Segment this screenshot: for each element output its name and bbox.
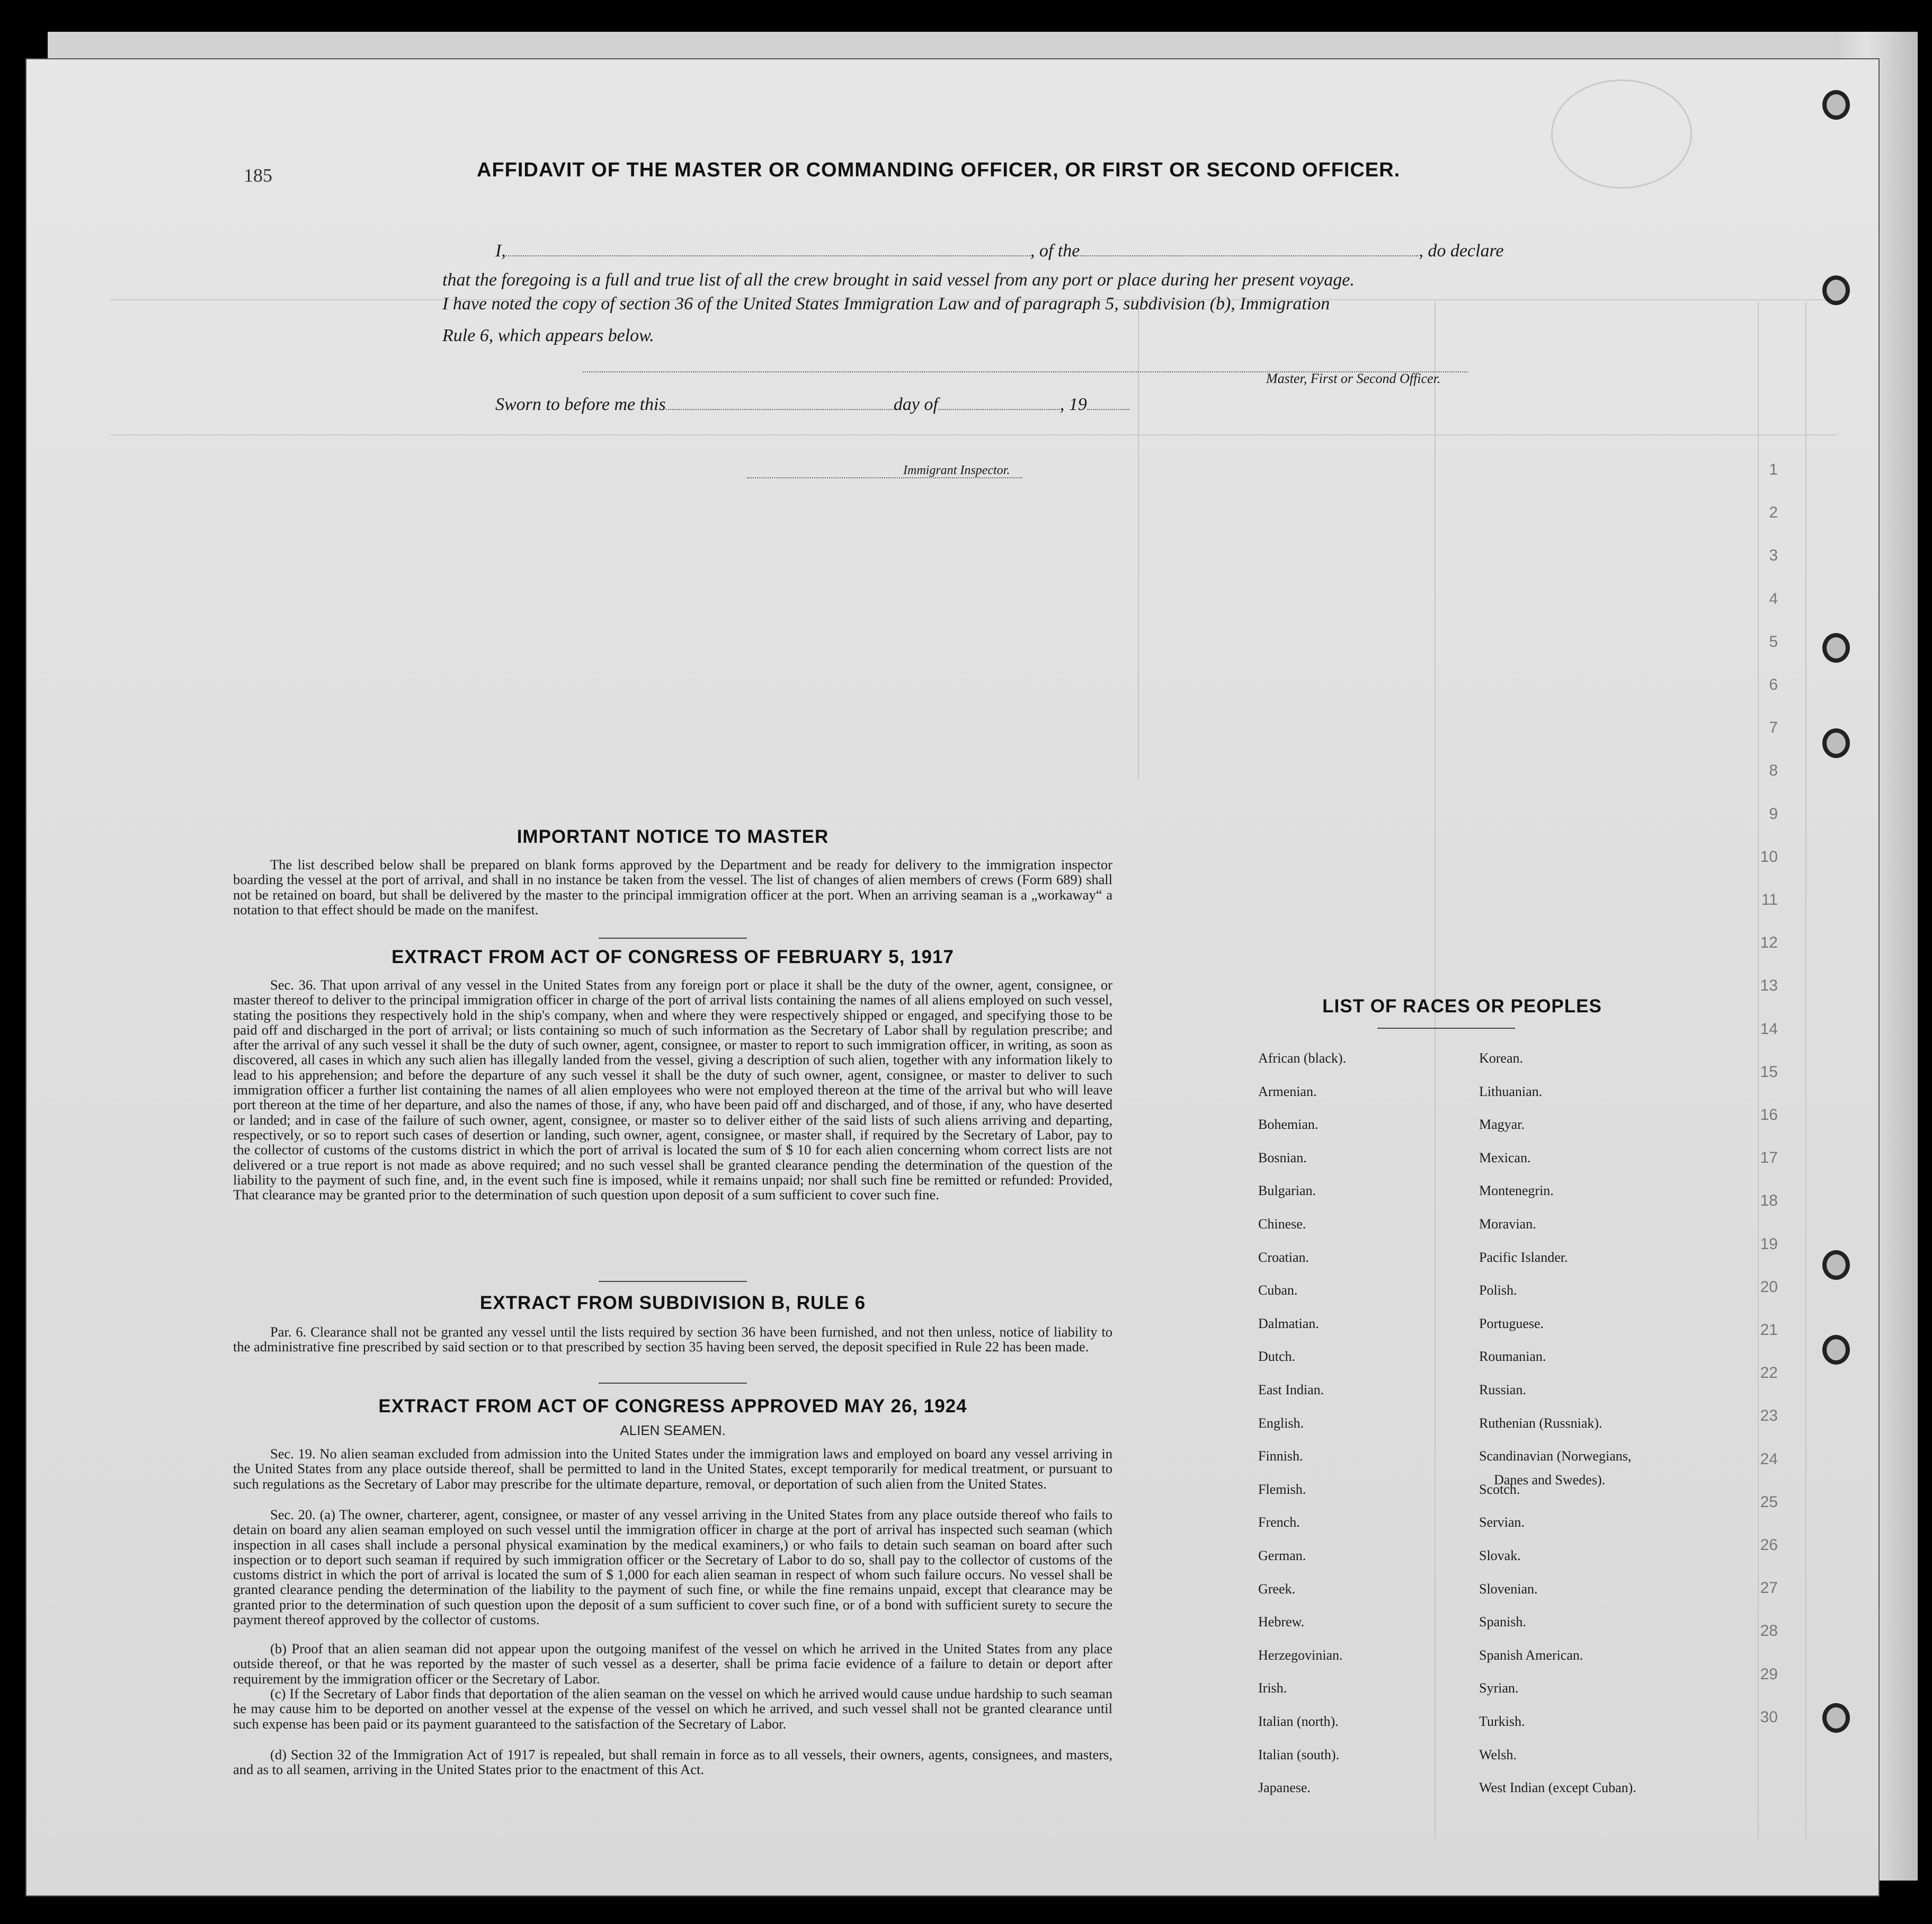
race-item: Ruthenian (Russniak).: [1479, 1415, 1602, 1431]
sec-20c-text: (c) If the Secretary of Labor finds that deportation of the alien seaman on the vessel on which he arrived would cause undue hardship to such seaman he may cause him to be deported on another vessel at the expense of the vessel on which he arrived, and such vessel shall not be granted clearance until such expense has been paid or its payment guaranteed to the satisfaction of the Secretary of Labor.: [233, 1686, 1112, 1732]
race-item: Scandinavian (Norwegians,: [1479, 1448, 1632, 1464]
race-item: Finnish.: [1258, 1448, 1303, 1464]
manifest-line-number: 21: [1760, 1321, 1778, 1339]
manifest-line-number: 12: [1760, 934, 1778, 952]
race-item: Magyar.: [1479, 1117, 1525, 1133]
manifest-line-number: 4: [1769, 590, 1778, 608]
vessel-blank[interactable]: [1080, 242, 1419, 256]
manifest-line-number: 5: [1769, 633, 1778, 651]
manifest-line-number: 18: [1760, 1192, 1778, 1210]
manifest-line-number: 8: [1769, 762, 1778, 780]
manifest-line-number: 30: [1760, 1708, 1778, 1726]
race-item: East Indian.: [1258, 1382, 1324, 1397]
race-item: Italian (south).: [1258, 1747, 1340, 1762]
affidavit-line-2: that the foregoing is a full and true list of all the crew brought in said vessel from any port or place during her present voyage.: [442, 270, 1355, 290]
affidavit-line-3: I have noted the copy of section 36 of the United States Immigration Law and of paragraph 5, subdivision (b), Immigration: [442, 294, 1330, 314]
manifest-line-number: 25: [1760, 1493, 1778, 1511]
race-item: Moravian.: [1479, 1216, 1536, 1232]
punch-hole: [1822, 275, 1850, 305]
punch-hole: [1822, 1335, 1850, 1365]
manifest-line-number: 27: [1760, 1579, 1778, 1597]
race-item: Welsh.: [1479, 1747, 1517, 1762]
race-item: Spanish.: [1479, 1614, 1526, 1630]
faint-stamp: [1551, 79, 1692, 189]
race-item: Lithuanian.: [1479, 1083, 1543, 1099]
sec-20d-text: (d) Section 32 of the Immigration Act of 1917 is repealed, but shall remain in force as to all vessels, their owners, agents, consignees, and masters, and as to all seamen, arriving in the United States prior to the enactment of this Act.: [233, 1747, 1112, 1778]
race-item: Pacific Islander.: [1479, 1249, 1568, 1265]
race-item: West Indian (except Cuban).: [1479, 1780, 1636, 1796]
race-item: Slovenian.: [1479, 1581, 1538, 1597]
race-item: Russian.: [1479, 1382, 1526, 1397]
manifest-line-number: 7: [1769, 719, 1778, 737]
subdivision-b-body: Par. 6. Clearance shall not be granted any vessel until the lists required by section 36 have been furnished, and not then unless, notice of liability to the administrative fine prescribed by said section or to that prescribed by section 35 having been served, the deposit specified in Rule 22 has been made.: [233, 1324, 1112, 1355]
race-item: Turkish.: [1479, 1714, 1525, 1729]
notice-title: IMPORTANT NOTICE TO MASTER: [517, 826, 829, 847]
sworn-line: [495, 395, 1129, 415]
extract-1917-title: EXTRACT FROM ACT OF CONGRESS OF FEBRUARY 5, 1917: [391, 947, 954, 967]
manifest-line-number: 14: [1760, 1020, 1778, 1038]
sworn-label: Sworn to before me this: [495, 395, 666, 414]
race-item: Flemish.: [1258, 1481, 1306, 1497]
manifest-line-number: 2: [1769, 504, 1778, 522]
affidavit-line-1: [495, 241, 1504, 261]
sec-19-text: Sec. 19. No alien seaman excluded from admission into the United States under the immigration laws and employed on board any vessel arriving in the United States from any place outside thereof, shall be permitted to land in the United States, except temporarily for medical treatment, or pursuant to such regulations as the Secretary of Labor may prescribe for the ultimate departure, removal, or deportation of such alien from the United States.: [233, 1446, 1112, 1492]
race-item: English.: [1258, 1415, 1304, 1431]
affidavit-of-the: , of the: [1030, 241, 1080, 261]
manifest-line-number: 20: [1760, 1278, 1778, 1296]
race-item: Roumanian.: [1479, 1349, 1546, 1365]
manifest-line-number: 10: [1760, 848, 1778, 866]
race-item: Syrian.: [1479, 1680, 1519, 1696]
race-scandinavian-cont: Danes and Swedes).: [1494, 1472, 1606, 1487]
manifest-line-number: 24: [1760, 1450, 1778, 1468]
extract-1924-title: EXTRACT FROM ACT OF CONGRESS APPROVED MAY 26, 1924: [378, 1396, 967, 1417]
divider: [599, 1383, 747, 1384]
manifest-line-number: 1: [1769, 461, 1778, 478]
manifest-line-number: 15: [1760, 1063, 1778, 1081]
race-item: German.: [1258, 1548, 1306, 1563]
race-item: Cuban.: [1258, 1282, 1298, 1298]
month-blank[interactable]: [938, 395, 1060, 410]
manifest-line-number: 9: [1769, 805, 1778, 823]
race-item: Spanish American.: [1479, 1647, 1583, 1663]
punch-hole: [1822, 1703, 1850, 1733]
day-of-label: day of: [893, 395, 938, 414]
master-signature-caption: Master, First or Second Officer.: [1266, 371, 1441, 386]
affidavit-declare: , do declare: [1419, 241, 1504, 261]
sec-20a-text: Sec. 20. (a) The owner, charterer, agent, consignee, or master of any vessel arriving in the United States from any place outside thereof who fails to detain on board any alien seaman employed on such vessel until the immigration officer in charge at the port of arrival has inspected such seaman (which inspection in all cases shall include a personal physical examination by the medical examiners,) or who fails to detain such seaman on board after such inspection or to deport such seaman if required by such immigration officer or the Secretary of Labor to do so, shall pay to the collector of customs of the customs district in which the port of arrival is located the sum of $ 1,000 for each alien seaman in respect of whom such failure occurs. No vessel shall be granted clearance pending the determination of the liability to the payment of such fine, or while the fine remains unpaid, except that clearance may be granted prior to the determination of such question upon the deposit of a sum sufficient to cover such fine, or of a bond with sufficient surety to secure the payment thereof approved by the collector of customs.: [233, 1507, 1112, 1628]
race-item: Bosnian.: [1258, 1150, 1307, 1165]
race-item: French.: [1258, 1515, 1300, 1530]
race-item: Dalmatian.: [1258, 1315, 1319, 1331]
sheet-number: 185: [244, 165, 272, 186]
race-item: Herzegovinian.: [1258, 1647, 1343, 1663]
divider: [599, 938, 747, 939]
name-blank[interactable]: [506, 242, 1030, 256]
column-rule: [1805, 302, 1806, 1838]
race-item: Irish.: [1258, 1680, 1287, 1696]
sec-20b-text: (b) Proof that an alien seaman did not appear upon the outgoing manifest of the vessel on which he arrived in the United States from any place outside thereof, or that he was reported by the master of such vessel as a deserter, shall be prima facie evidence of a failure to detain or deport after requirement by the immigration officer or the Secretary of Labor.: [233, 1641, 1112, 1687]
race-item: Bulgarian.: [1258, 1183, 1316, 1199]
race-item: Scotch.: [1479, 1481, 1520, 1497]
column-rule: [1138, 302, 1139, 779]
race-item: Croatian.: [1258, 1249, 1310, 1265]
manifest-line-number: 23: [1760, 1407, 1778, 1425]
punch-hole: [1822, 90, 1850, 120]
race-item: Italian (north).: [1258, 1714, 1339, 1729]
notice-body: The list described below shall be prepared on blank forms approved by the Department and be ready for delivery to the immigration inspector boarding the vessel at the port of arrival, and shall in no instance be taken from the vessel. The list of changes of alien members of crews (Form 689) shall not be retained on board, but shall be delivered by the master to the principal immigration officer at the port. When an arriving seaman is a „workaway“ a notation to that effect should be made on the manifest.: [233, 857, 1112, 918]
column-rule: [1435, 302, 1436, 1838]
punch-hole: [1822, 633, 1850, 663]
race-item: Dutch.: [1258, 1349, 1296, 1365]
race-item: Mexican.: [1479, 1150, 1531, 1165]
year-label: , 19: [1060, 395, 1087, 414]
race-item: Armenian.: [1258, 1083, 1317, 1099]
divider: [599, 1281, 747, 1282]
race-item: African (black).: [1258, 1050, 1347, 1066]
affidavit-title: AFFIDAVIT OF THE MASTER OR COMMANDING OFFICER, OR FIRST OR SECOND OFFICER.: [477, 159, 1401, 181]
races-title: LIST OF RACES OR PEOPLES: [1322, 996, 1602, 1017]
manifest-line-number: 16: [1760, 1106, 1778, 1124]
race-item: Bohemian.: [1258, 1117, 1319, 1133]
race-item: Slovak.: [1479, 1548, 1521, 1563]
race-item: Greek.: [1258, 1581, 1296, 1597]
manifest-line-number: 11: [1761, 891, 1778, 908]
race-item: Polish.: [1479, 1282, 1517, 1298]
race-item: Korean.: [1479, 1050, 1524, 1066]
manifest-line-number: 26: [1760, 1536, 1778, 1554]
punch-hole: [1822, 1250, 1850, 1280]
manifest-line-number: 6: [1769, 676, 1778, 693]
race-item: Portuguese.: [1479, 1315, 1544, 1331]
race-item: Hebrew.: [1258, 1614, 1305, 1630]
manifest-line-number: 19: [1760, 1235, 1778, 1253]
affidavit-line-4: Rule 6, which appears below.: [442, 326, 654, 345]
row-rule: [110, 434, 1837, 435]
manifest-line-number: 28: [1760, 1622, 1778, 1640]
race-item: Chinese.: [1258, 1216, 1306, 1232]
subdivision-b-title: EXTRACT FROM SUBDIVISION B, RULE 6: [479, 1293, 866, 1313]
day-blank[interactable]: [666, 395, 894, 410]
extract-1917-body: Sec. 36. That upon arrival of any vessel in the United States from any foreign port or place it shall be the duty of the owner, agent, consignee, or master thereof to deliver to the principal immigration officer in charge of the port of arrival lists containing the names of all aliens employed on such vessel, stating the positions they respectively hold in the ship's company, when and where they were respectively shipped or engaged, and specifying those to be paid off and discharged in the port of arrival; or lists containing so much of such information as the Secretary of Labor shall by regulation prescribe; and after the arrival of any such vessel it shall be the duty of such owner, agent, consignee, or master to report to such immigration officer, in writing, as soon as discovered, all cases in which any such alien has illegally landed from the vessel, giving a description of such alien, together with any information likely to lead to his apprehension; and before the departure of any such vessel it shall be the duty of such owner, agent, consignee, or master to deliver to such immigration officer a further list containing the names of all alien employees who were not employed thereon at the time of the arrival but who will leave port thereon at the time of her departure, and also the names of those, if any, who have been paid off and discharged, and of those, if any, who have deserted or landed; and in case of the failure of such owner, agent, consignee, or master so to deliver either of the said lists of such aliens arriving and departing, respectively, or so to report such cases of desertion or landing, such owner, agent, consignee, or master shall, if required by the Secretary of Labor, pay to the collector of customs of the customs district in which the port of arrival is located the sum of $ 10 for each alien concerning whom correct lists are not delivered or a true report is not made as above required; and no such vessel shall be granted clearance pending the determination of the question of the liability to the payment of such fine, and, in the event such fine is imposed, while it remains unpaid; nor shall such fine be remitted or refunded: Provided, That clearance may be granted prior to the determination of such question upon deposit of a sum sufficient to cover such fine.: [233, 977, 1112, 1203]
divider: [1377, 1028, 1515, 1029]
alien-seamen-subtitle: ALIEN SEAMEN.: [620, 1422, 726, 1438]
year-blank[interactable]: [1087, 395, 1129, 410]
manifest-line-number: 29: [1760, 1665, 1778, 1683]
punch-hole: [1822, 728, 1850, 758]
manifest-line-number: 17: [1760, 1149, 1778, 1167]
inspector-caption: Immigrant Inspector.: [903, 464, 1010, 477]
affidavit-i: I,: [495, 241, 506, 261]
manifest-line-number: 13: [1760, 977, 1778, 995]
manifest-line-number: 22: [1760, 1364, 1778, 1382]
race-item: Japanese.: [1258, 1780, 1311, 1796]
race-item: Montenegrin.: [1479, 1183, 1554, 1199]
race-item: Servian.: [1479, 1515, 1525, 1530]
manifest-line-number: 3: [1769, 547, 1778, 565]
